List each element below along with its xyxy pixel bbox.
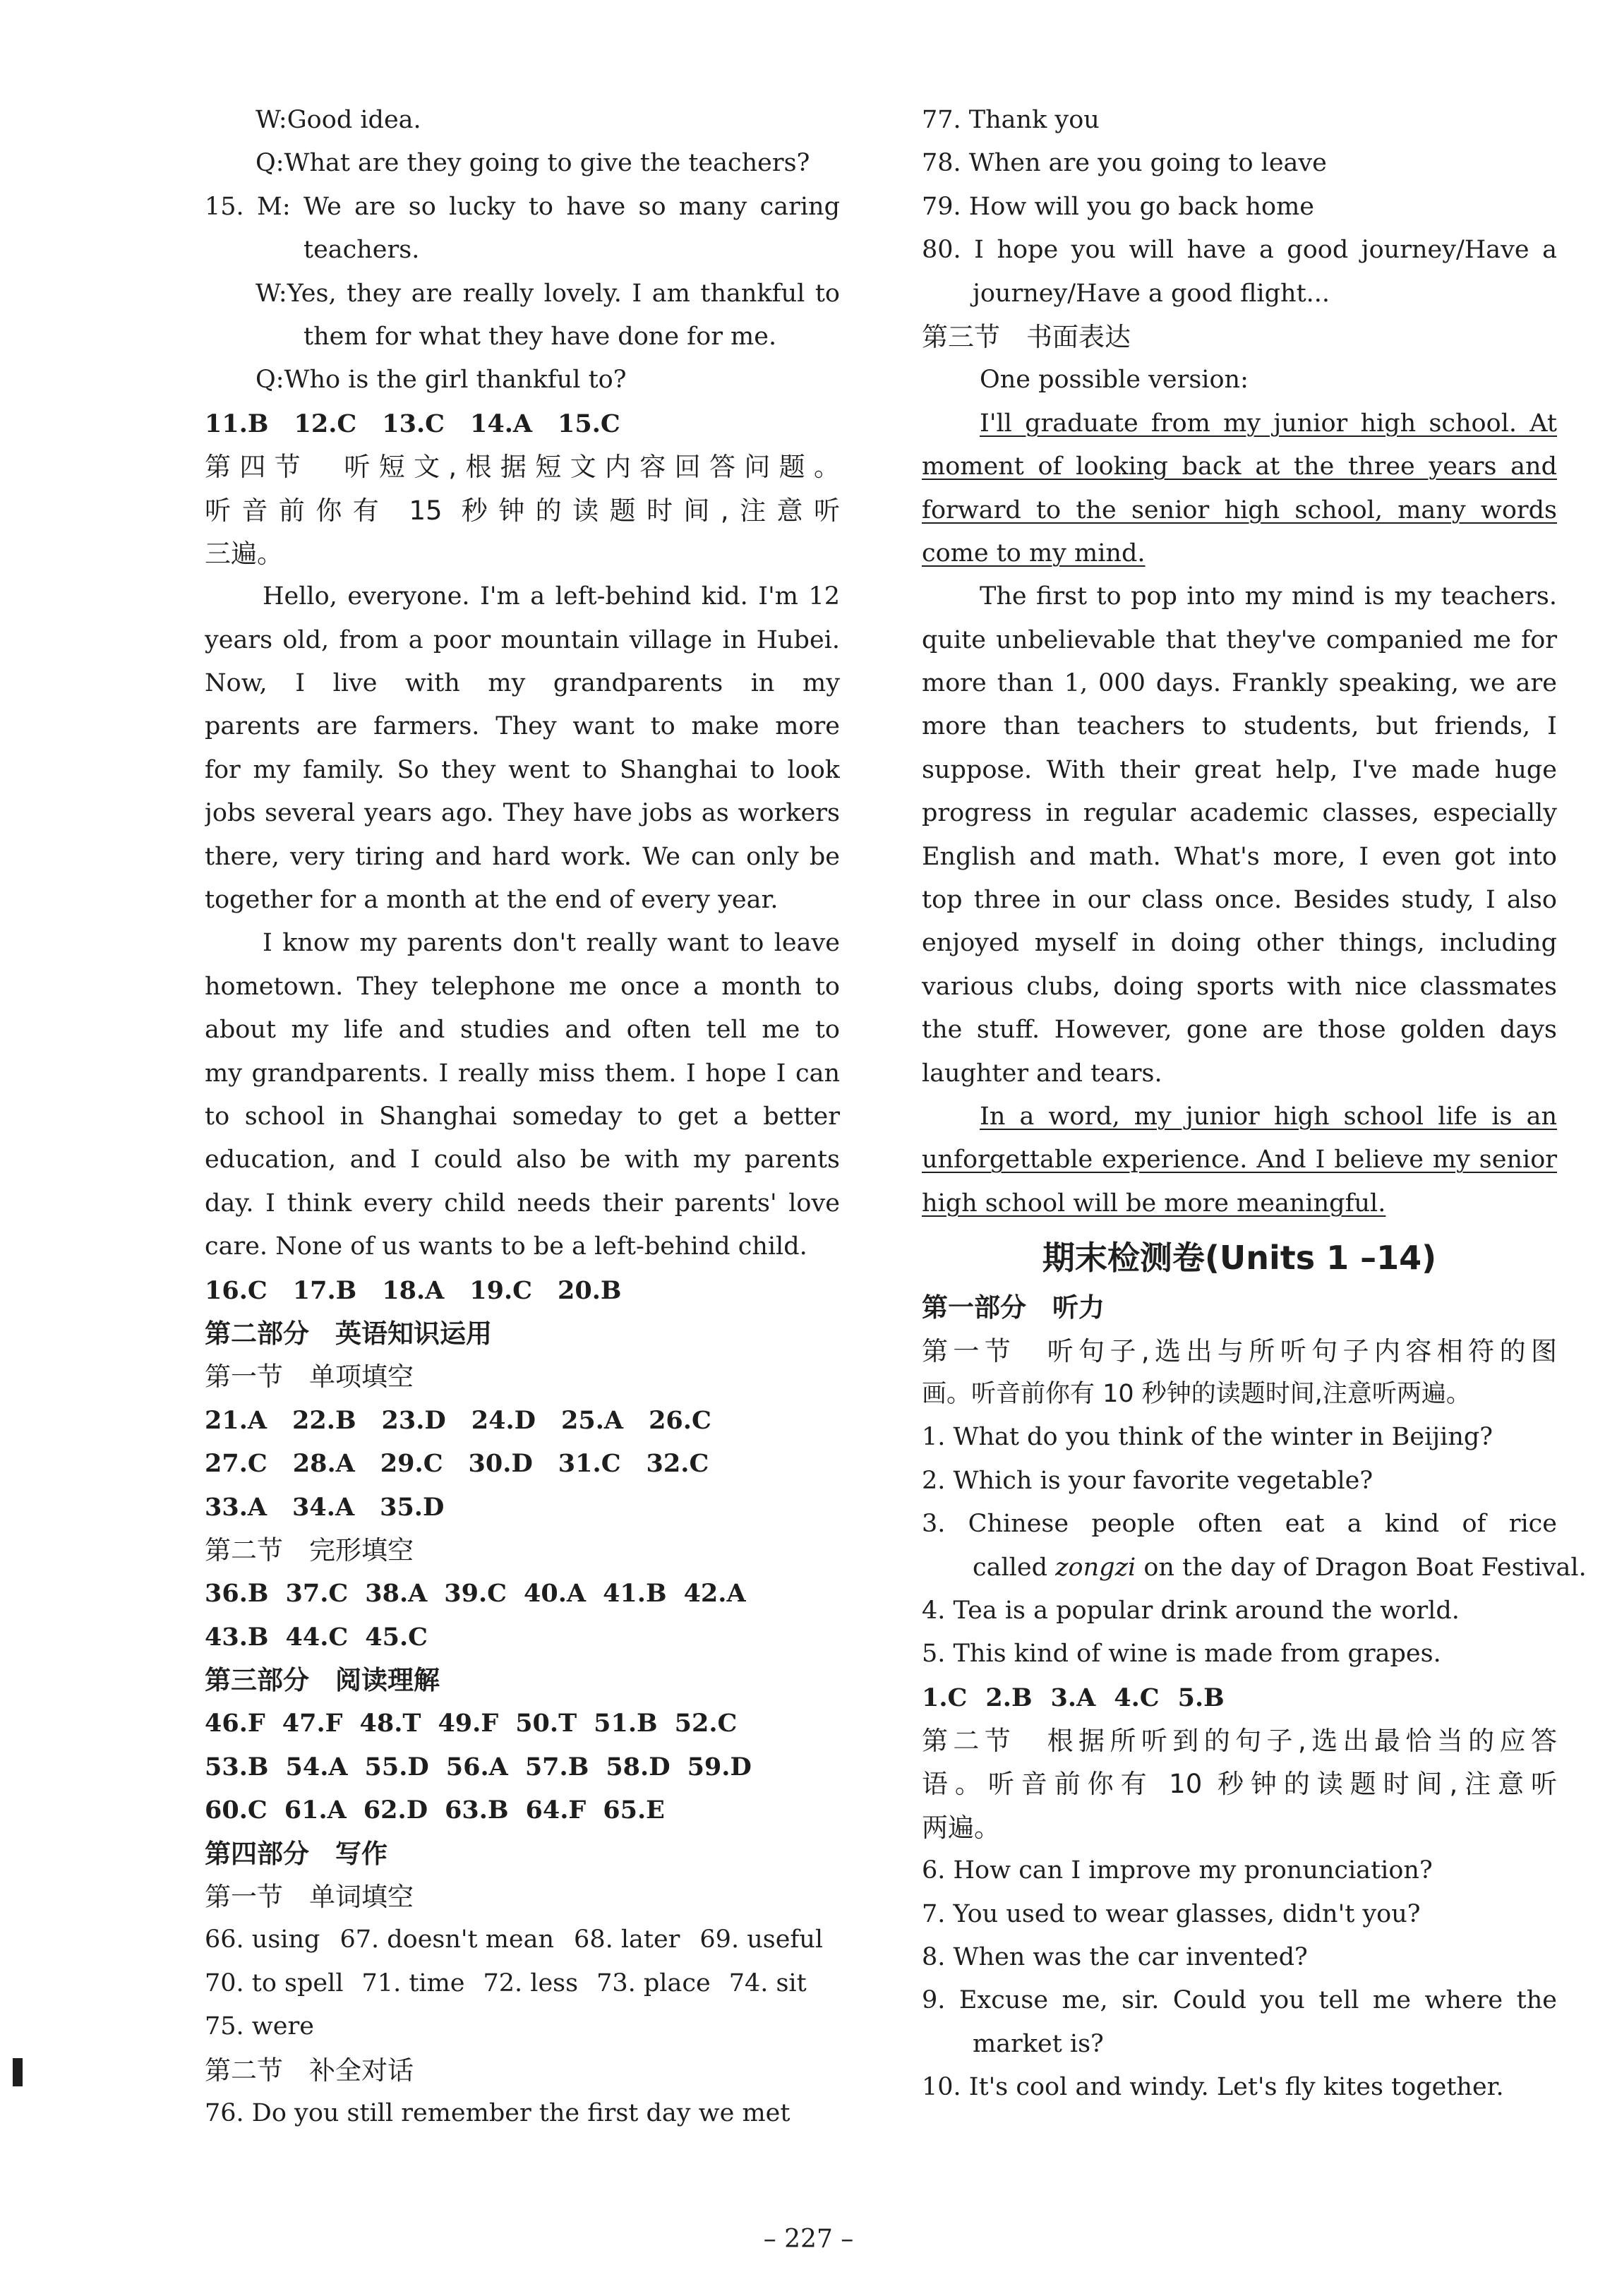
answer-row xyxy=(205,1269,840,1312)
underlined-text: come to my mind. xyxy=(922,539,1146,567)
answer-row xyxy=(205,1442,840,1485)
section-heading: 画。听音前你有 10 秒钟的读题时间,注意听两遍。 xyxy=(922,1379,1471,1408)
italic-term: zongzi xyxy=(1055,1553,1136,1582)
listening-sentence: 9. Excuse me, sir. Could you tell me where the xyxy=(922,1986,1557,2015)
answer: 56.A xyxy=(445,1752,508,1781)
essay-line: enjoyed myself in doing other things, including xyxy=(922,929,1557,958)
answer: 45.C xyxy=(365,1622,428,1652)
dialogue-answer: 79. How will you go back home xyxy=(922,192,1314,221)
essay-line: various clubs, doing sports with nice classmates xyxy=(922,972,1557,1001)
answer: 41.B xyxy=(603,1579,667,1609)
answer-row xyxy=(205,1486,840,1529)
answer: 3.A xyxy=(1050,1683,1096,1712)
answer: 68. later xyxy=(574,1925,680,1954)
dialogue-answer: 78. When are you going to leave xyxy=(922,149,1327,178)
listening-sentence: 1. What do you think of the winter in Beijing? xyxy=(922,1423,1493,1452)
answer: 21.A xyxy=(205,1405,268,1435)
essay-line: laughter and tears. xyxy=(922,1059,1162,1088)
passage-line: care. None of us wants to be a left-behind child. xyxy=(205,1232,807,1261)
answer-row xyxy=(205,1962,840,2005)
section-heading: 听音前你有 15 秒钟的读题时间,注意听 xyxy=(205,495,840,526)
answer: 65.E xyxy=(603,1796,665,1825)
answer: 4.C xyxy=(1114,1683,1160,1712)
answer: 39.C xyxy=(444,1579,507,1609)
sentence-text: on the day of Dragon Boat Festival. xyxy=(1136,1553,1587,1582)
answer: 24.D xyxy=(471,1405,536,1435)
answer-row xyxy=(205,1399,840,1442)
answer: 51.B xyxy=(594,1709,658,1738)
passage-line: Now, I live with my grandparents in my xyxy=(205,669,840,698)
answer: 15.C xyxy=(558,409,620,438)
answer: 43.B xyxy=(205,1622,269,1652)
essay-line xyxy=(922,402,1557,445)
dialogue-line: 15. M: We are so lucky to have so many caring xyxy=(205,192,840,221)
essay-line: top three in our class once. Besides study, I also xyxy=(922,886,1557,915)
answer: 49.F xyxy=(438,1709,499,1738)
dialogue-line: them for what they have done for me. xyxy=(303,322,777,351)
dialogue-answer: journey/Have a good flight... xyxy=(973,279,1330,308)
passage-line: Hello, everyone. I'm a left-behind kid. I'm 12 xyxy=(263,582,840,611)
answer: 73. place xyxy=(596,1969,711,1997)
listening-sentence: 4. Tea is a popular drink around the world. xyxy=(922,1596,1460,1625)
answer: 14.A xyxy=(469,409,533,438)
sentence-text: called xyxy=(973,1553,1056,1582)
passage-line: day. I think every child needs their parents' love xyxy=(205,1189,840,1218)
answer: 20.B xyxy=(558,1275,622,1305)
listening-sentence: 7. You used to wear glasses, didn't you? xyxy=(922,1899,1421,1928)
answer: 58.D xyxy=(606,1752,671,1781)
answer-row xyxy=(205,1616,840,1659)
answer: 44.C xyxy=(285,1622,349,1652)
passage-line: parents are farmers. They want to make more xyxy=(205,712,840,741)
answer: 47.F xyxy=(282,1709,343,1738)
essay-line xyxy=(922,445,1557,488)
section-heading: 语。听音前你有 10 秒钟的读题时间,注意听 xyxy=(922,1769,1557,1800)
right-column xyxy=(922,99,1587,2110)
essay-line xyxy=(922,1138,1557,1182)
section-heading: 第二节 完形填空 xyxy=(205,1534,414,1565)
passage-line: hometown. They telephone me once a month to xyxy=(205,972,840,1001)
part-heading: 第四部分 写作 xyxy=(205,1838,387,1869)
essay-line: suppose. With their great help, I've made huge xyxy=(922,755,1557,784)
dialogue-answer: 77. Thank you xyxy=(922,106,1100,134)
passage-line: jobs several years ago. They have jobs as workers xyxy=(205,799,840,828)
part-heading: 第三部分 阅读理解 xyxy=(205,1665,440,1696)
dialogue-line: Q:Who is the girl thankful to? xyxy=(256,366,627,395)
passage-line: I know my parents don't really want to leave xyxy=(263,929,840,958)
listening-sentence: market is? xyxy=(973,2029,1104,2058)
answer: 59.D xyxy=(687,1752,752,1781)
underlined-text: moment of looking back at the three years and xyxy=(922,452,1557,481)
listening-sentence: 8. When was the car invented? xyxy=(922,1943,1308,1972)
answer: 25.A xyxy=(561,1405,624,1435)
answer: 12.C xyxy=(294,409,357,438)
listening-sentence: 6. How can I improve my pronunciation? xyxy=(922,1856,1433,1885)
section-heading: 三遍。 xyxy=(205,538,283,569)
answer: 1.C xyxy=(922,1683,968,1712)
answer: 36.B xyxy=(205,1579,269,1609)
answer: 34.A xyxy=(292,1492,355,1522)
answer: 42.A xyxy=(683,1579,746,1609)
answer: 13.C xyxy=(382,409,445,438)
answer: 35.D xyxy=(380,1492,445,1522)
passage-line: to school in Shanghai someday to get a better xyxy=(205,1102,840,1131)
section-heading: 第三节 书面表达 xyxy=(922,321,1131,352)
answer: 28.A xyxy=(292,1449,355,1479)
answer: 18.A xyxy=(382,1275,445,1305)
section-heading: 第一节 听句子,选出与所听句子内容相符的图 xyxy=(922,1335,1557,1366)
answer: 60.C xyxy=(205,1796,268,1825)
essay-line xyxy=(922,1095,1557,1138)
answer: 27.C xyxy=(205,1449,268,1479)
answer: 31.C xyxy=(558,1449,621,1479)
answer: 57.B xyxy=(524,1752,589,1781)
exam-title: 期末检测卷(Units 1 –14) xyxy=(1042,1239,1437,1278)
answer: 11.B xyxy=(205,409,269,438)
answer: 26.C xyxy=(649,1405,711,1435)
underlined-text: I'll graduate from my junior high school. At xyxy=(980,409,1557,438)
dialogue-line: W:Good idea. xyxy=(256,106,421,134)
dialogue-line: teachers. xyxy=(303,236,420,265)
listening-sentence: 5. This kind of wine is made from grapes. xyxy=(922,1640,1441,1669)
answer: 64.F xyxy=(525,1796,587,1825)
section-heading: 第四节 听短文,根据短文内容回答问题。 xyxy=(205,452,840,483)
version-label: One possible version: xyxy=(980,366,1249,395)
answer-row xyxy=(205,1918,840,1961)
left-column xyxy=(205,99,840,2135)
answer: 70. to spell xyxy=(205,1969,344,1997)
essay-line: quite unbelievable that they've companied me for xyxy=(922,625,1557,654)
answer-row xyxy=(205,402,840,445)
underlined-text: unforgettable experience. And I believe my senior xyxy=(922,1146,1557,1174)
answer: 61.A xyxy=(284,1796,347,1825)
answer: 46.F xyxy=(205,1709,265,1738)
answer: 67. doesn't mean xyxy=(339,1925,555,1954)
essay-line: more than 1, 000 days. Frankly speaking, we are xyxy=(922,669,1557,698)
dialogue-answer: 80. I hope you will have a good journey/Have a xyxy=(922,236,1557,265)
answer: 19.C xyxy=(469,1275,533,1305)
section-heading: 第二节 补全对话 xyxy=(205,2055,414,2086)
essay-line xyxy=(922,489,1557,532)
answer: 2.B xyxy=(985,1683,1033,1712)
passage-line: education, and I could also be with my parents xyxy=(205,1146,840,1174)
essay-line: English and math. What's more, I even got into xyxy=(922,842,1557,871)
page-number: – 227 – xyxy=(763,2225,854,2254)
answer: 38.A xyxy=(365,1579,428,1609)
passage-line: about my life and studies and often tell me to xyxy=(205,1016,840,1045)
underlined-text: high school will be more meaningful. xyxy=(922,1189,1386,1218)
answer: 48.T xyxy=(359,1709,421,1738)
dialogue-line: Q:What are they going to give the teachers? xyxy=(256,149,810,178)
answer: 23.D xyxy=(381,1405,446,1435)
answer: 37.C xyxy=(285,1579,349,1609)
answer: 55.D xyxy=(364,1752,429,1781)
answer: 63.B xyxy=(445,1796,509,1825)
essay-line: more than teachers to students, but friends, I xyxy=(922,712,1557,741)
answer-row xyxy=(205,1572,840,1615)
answer: 32.C xyxy=(646,1449,709,1479)
essay-line: progress in regular academic classes, especially xyxy=(922,799,1557,828)
passage-line: there, very tiring and hard work. We can only be xyxy=(205,842,840,871)
answer: 52.C xyxy=(674,1709,738,1738)
passage-line: together for a month at the end of every year. xyxy=(205,886,779,915)
underlined-text: In a word, my junior high school life is an xyxy=(980,1102,1557,1131)
answer: 40.A xyxy=(524,1579,587,1609)
margin-mark xyxy=(13,2058,23,2086)
answer: 30.D xyxy=(468,1449,533,1479)
answer: 16.C xyxy=(205,1275,268,1305)
answer-row xyxy=(922,1676,1557,1719)
dialogue-answer: 76. Do you still remember the first day we met xyxy=(205,2098,791,2127)
answer: 72. less xyxy=(483,1969,579,1997)
answer: 71. time xyxy=(361,1969,465,1997)
listening-sentence: 2. Which is your favorite vegetable? xyxy=(922,1466,1373,1495)
part-heading: 第二部分 英语知识运用 xyxy=(205,1318,492,1349)
answer: 22.B xyxy=(292,1405,356,1435)
answer: 69. useful xyxy=(699,1925,824,1954)
answer: 75. were xyxy=(205,2012,314,2041)
answer: 50.T xyxy=(515,1709,577,1738)
section-heading: 第一节 单词填空 xyxy=(205,1882,414,1913)
answer-row xyxy=(205,1702,840,1745)
answer: 53.B xyxy=(205,1752,269,1781)
dialogue-line: W:Yes, they are really lovely. I am thankful to xyxy=(256,279,840,308)
essay-line: the stuff. However, gone are those golden days xyxy=(922,1016,1557,1045)
essay-line: The first to pop into my mind is my teachers. xyxy=(980,582,1557,611)
passage-line: my grandparents. I really miss them. I hope I can xyxy=(205,1059,840,1088)
answer-row xyxy=(205,1789,840,1832)
part-heading: 第一部分 听力 xyxy=(922,1292,1105,1323)
listening-sentence: 10. It's cool and windy. Let's fly kites together. xyxy=(922,2073,1504,2102)
section-heading: 第一节 单项填空 xyxy=(205,1362,414,1393)
answer: 29.C xyxy=(380,1449,443,1479)
answer: 5.B xyxy=(1177,1683,1225,1712)
listening-sentence xyxy=(922,1546,1587,1589)
answer: 62.D xyxy=(363,1796,428,1825)
answer: 17.B xyxy=(292,1275,357,1305)
passage-line: for my family. So they went to Shanghai to look xyxy=(205,755,840,784)
answer: 66. using xyxy=(205,1925,320,1954)
answer: 54.A xyxy=(285,1752,348,1781)
answer-row xyxy=(205,1745,840,1789)
essay-line xyxy=(922,1182,1557,1225)
answer-row xyxy=(205,2005,840,2048)
section-heading: 第二节 根据所听到的句子,选出最恰当的应答 xyxy=(922,1726,1557,1757)
essay-line xyxy=(922,532,1557,575)
underlined-text: forward to the senior high school, many words xyxy=(922,495,1557,524)
answer: 33.A xyxy=(205,1492,268,1522)
answer: 74. sit xyxy=(728,1969,807,1997)
passage-line: years old, from a poor mountain village in Hubei. xyxy=(205,625,840,654)
listening-sentence: 3. Chinese people often eat a kind of rice xyxy=(922,1510,1557,1539)
section-heading: 两遍。 xyxy=(922,1812,1000,1843)
